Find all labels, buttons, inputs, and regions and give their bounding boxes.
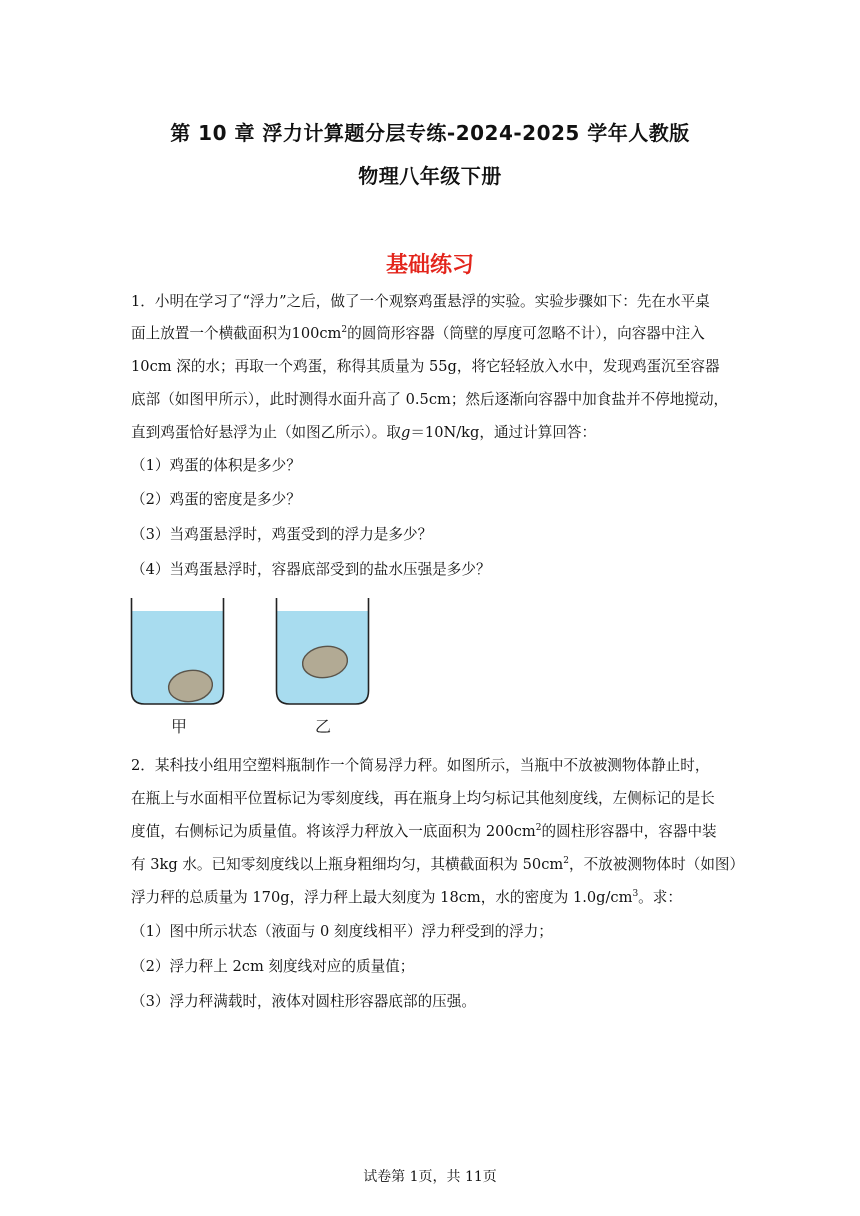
- q1-line-2-text-a: 面上放置一个横截面积为100cm: [131, 325, 342, 342]
- q1-subquestion-3: （3）当鸡蛋悬浮时，鸡蛋受到的浮力是多少？: [131, 526, 433, 543]
- container-yi: [277, 598, 369, 736]
- q1-line-5-text-b: ＝10N/kg，通过计算回答：: [410, 424, 597, 441]
- q2-line-3-text-b: 的圆柱形容器中，容器中装: [541, 823, 717, 840]
- figure-label-jia: 甲: [170, 717, 188, 736]
- q1-subquestion-2: （2）鸡蛋的密度是多少？: [131, 491, 301, 508]
- q2-line-3-text-a: 度值，右侧标记为质量值。将该浮力秤放入一底面积为 200cm: [131, 823, 536, 840]
- q2-subquestion-3: （3）浮力秤满载时，液体对圆柱形容器底部的压强。: [131, 993, 476, 1010]
- document-title-line2: 物理八年级下册: [358, 164, 502, 188]
- q1-line-5: [131, 423, 731, 443]
- q1-subquestion-1: （1）鸡蛋的体积是多少？: [131, 457, 301, 474]
- document-title-line1: 第 10 章 浮力计算题分层专练-2024-2025 学年人教版: [170, 121, 690, 145]
- q1-line-2: [131, 324, 731, 344]
- q2-line-4-text-b: ，不放被测物体时（如图）: [568, 856, 745, 873]
- egg-container-figure: [125, 596, 385, 746]
- q2-line-5-text-a: 浮力秤的总质量为 170g，浮力秤上最大刻度为 18cm，水的密度为 1.0g/cm: [131, 889, 633, 906]
- q2-line-4-text-a: 有 3kg 水。已知零刻度线以上瓶身粗细均匀，其横截面积为 50cm: [131, 856, 564, 873]
- q2-line-3: [131, 822, 731, 842]
- figure-label-yi: 乙: [314, 717, 332, 736]
- q2-subquestion-2: （2）浮力秤上 2cm 刻度线对应的质量值；: [131, 958, 415, 975]
- q1-line-2-text-b: 的圆筒形容器（筒壁的厚度可忽略不计），向容器中注入: [347, 325, 705, 342]
- page-footer: 试卷第 1页，共 11页: [363, 1169, 497, 1185]
- q1-subquestion-4: （4）当鸡蛋悬浮时，容器底部受到的盐水压强是多少？: [131, 561, 491, 578]
- q1-line-2-superscript: 2: [341, 325, 348, 335]
- q2-line-5: [131, 888, 731, 908]
- q2-line-4: [131, 855, 745, 875]
- q2-line-5-superscript: 3: [632, 889, 639, 899]
- q2-line-2: 在瓶上与水面相平位置标记为零刻度线，再在瓶身上均匀标记其他刻度线，左侧标记的是长: [131, 790, 715, 807]
- q1-line-3: 10cm 深的水；再取一个鸡蛋，称得其质量为 55g，将它轻轻放入水中，发现鸡蛋沉至容器: [131, 358, 720, 375]
- q2-line-4-superscript: 2: [563, 856, 569, 866]
- q2-line-1: 2．某科技小组用空塑料瓶制作一个简易浮力秤。如图所示，当瓶中不放被测物体静止时，: [131, 757, 710, 774]
- container-jia: [132, 598, 224, 736]
- q2-line-5-text-b: 。求：: [638, 889, 682, 906]
- q1-line-1: 1．小明在学习了“浮力”之后，做了一个观察鸡蛋悬浮的实验。实验步骤如下：先在水平桌: [131, 293, 710, 310]
- q2-subquestion-1: （1）图中所示状态（液面与 0 刻度线相平）浮力秤受到的浮力；: [131, 923, 553, 940]
- q2-line-3-superscript: 2: [535, 823, 542, 833]
- q1-line-4: 底部（如图甲所示），此时测得水面升高了 0.5cm；然后逐渐向容器中加食盐并不停地搅动，: [131, 391, 729, 408]
- q1-line-5-text-a: 直到鸡蛋恰好悬浮为止（如图乙所示）。取: [131, 424, 401, 441]
- q1-gravity-symbol: g: [400, 424, 411, 441]
- section-title: 基础练习: [385, 253, 474, 278]
